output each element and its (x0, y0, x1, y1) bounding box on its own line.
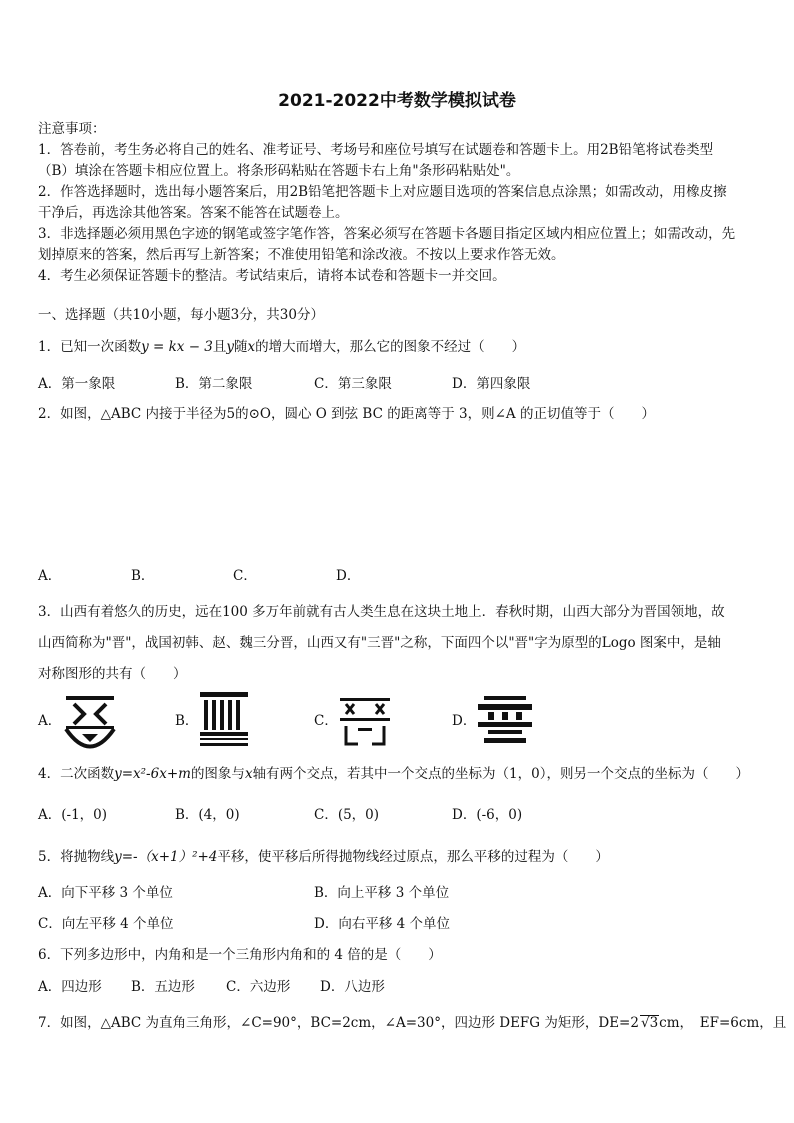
notice-line: 1．答卷前，考生务必将自己的姓名、准考证号、考场号和座位号填写在试题卷和答题卡上。用2B铅笔将试卷类型 (38, 142, 714, 158)
q1-option-b[interactable]: B．第二象限 (175, 376, 253, 392)
section-heading: 一、选择题（共10小题，每小题3分，共30分） (38, 307, 324, 323)
q6-option-b[interactable]: B．五边形 (131, 979, 195, 995)
q4-option-c[interactable]: C．(5，0) (314, 807, 380, 823)
question-3: 对称图形的共有（ ） (38, 666, 187, 682)
page-title: 2021-2022中考数学模拟试卷 (278, 91, 516, 111)
sqrt-symbol: √3 (640, 1015, 659, 1031)
q5-option-a[interactable]: A．向下平移 3 个单位 (38, 885, 173, 901)
question-4: 4．二次函数y=x²-6x+m的图象与x轴有两个交点，若其中一个交点的坐标为（1，0），则另一个交点的坐标为（ ） (38, 766, 749, 782)
notice-line: 4．考生必须保证答题卡的整洁。考试结束后，请将本试卷和答题卡一并交回。 (38, 268, 506, 284)
question-3: 3．山西有着悠久的历史，远在100 多万年前就有古人类生息在这块土地上．春秋时期，山西大部分为晋国领地，故 (38, 604, 725, 620)
question-5: 5．将抛物线y=-（x+1）²+4平移，使平移后所得抛物线经过原点，那么平移的过程为（ ） (38, 849, 609, 865)
notice-heading: 注意事项： (38, 121, 106, 137)
jin-logo-a-icon (60, 692, 120, 750)
q4-option-b[interactable]: B．(4，0) (175, 807, 240, 823)
question-3: 山西简称为"晋"，战国初韩、赵、魏三分晋，山西又有"三晋"之称，下面四个以"晋"字为原型的Logo 图案中，是轴 (38, 635, 721, 651)
q6-option-d[interactable]: D．八边形 (320, 979, 385, 995)
question-6: 6．下列多边形中，内角和是一个三角形内角和的 4 倍的是（ ） (38, 947, 442, 963)
q5-option-d[interactable]: D．向右平移 4 个单位 (314, 916, 450, 932)
jin-logo-b-icon (198, 690, 258, 748)
q1-option-d[interactable]: D．第四象限 (452, 376, 531, 392)
q2-option-c[interactable]: C． (233, 568, 257, 584)
question-1: 1．已知一次函数y = kx − 3且y随x的增大而增大，那么它的图象不经过（ ） (38, 339, 526, 355)
jin-logo-d-icon (474, 692, 536, 750)
q3-option-a[interactable]: A． (38, 713, 62, 729)
q1-option-a[interactable]: A．第一象限 (38, 376, 116, 392)
q3-option-d[interactable]: D． (452, 713, 477, 729)
q4-option-d[interactable]: D．(-6，0) (452, 807, 523, 823)
question-2: 2．如图，△ABC 内接于半径为5的⊙O，圆心 O 到弦 BC 的距离等于 3，则∠A 的正切值等于（ ） (38, 406, 655, 422)
question-7: 7．如图，△ABC 为直角三角形，∠C=90°，BC=2cm，∠A=30°，四边形 DEFG 为矩形，DE=2 √3cm， EF=6cm，且 (38, 1015, 787, 1031)
q6-option-c[interactable]: C．六边形 (226, 979, 291, 995)
q2-option-d[interactable]: D． (336, 568, 361, 584)
q3-option-b[interactable]: B． (175, 713, 199, 729)
q6-option-a[interactable]: A．四边形 (38, 979, 102, 995)
notice-line: 划掉原来的答案，然后再写上新答案；不准使用铅笔和涂改液。不按以上要求作答无效。 (38, 247, 565, 263)
q2-option-a[interactable]: A． (38, 568, 62, 584)
q3-option-c[interactable]: C． (314, 713, 338, 729)
q5-option-c[interactable]: C．向左平移 4 个单位 (38, 916, 174, 932)
q2-option-b[interactable]: B． (131, 568, 155, 584)
q1-option-c[interactable]: C．第三象限 (314, 376, 392, 392)
notice-line: 干净后，再选涂其他答案。答案不能答在试题卷上。 (38, 205, 349, 221)
notice-line: 3．非选择题必须用黑色字迹的钢笔或签字笔作答，答案必须写在答题卡各题目指定区域内相应位置上；如需改动，先 (38, 226, 736, 242)
notice-line: （B）填涂在答题卡相应位置上。将条形码粘贴在答题卡右上角"条形码粘贴处"。 (38, 163, 520, 179)
q4-option-a[interactable]: A．(-1，0) (38, 807, 108, 823)
q5-option-b[interactable]: B．向上平移 3 个单位 (314, 885, 450, 901)
jin-logo-c-icon (336, 692, 396, 750)
notice-line: 2．作答选择题时，选出每小题答案后，用2B铅笔把答题卡上对应题目选项的答案信息点涂黑；如需改动，用橡皮擦 (38, 184, 727, 200)
